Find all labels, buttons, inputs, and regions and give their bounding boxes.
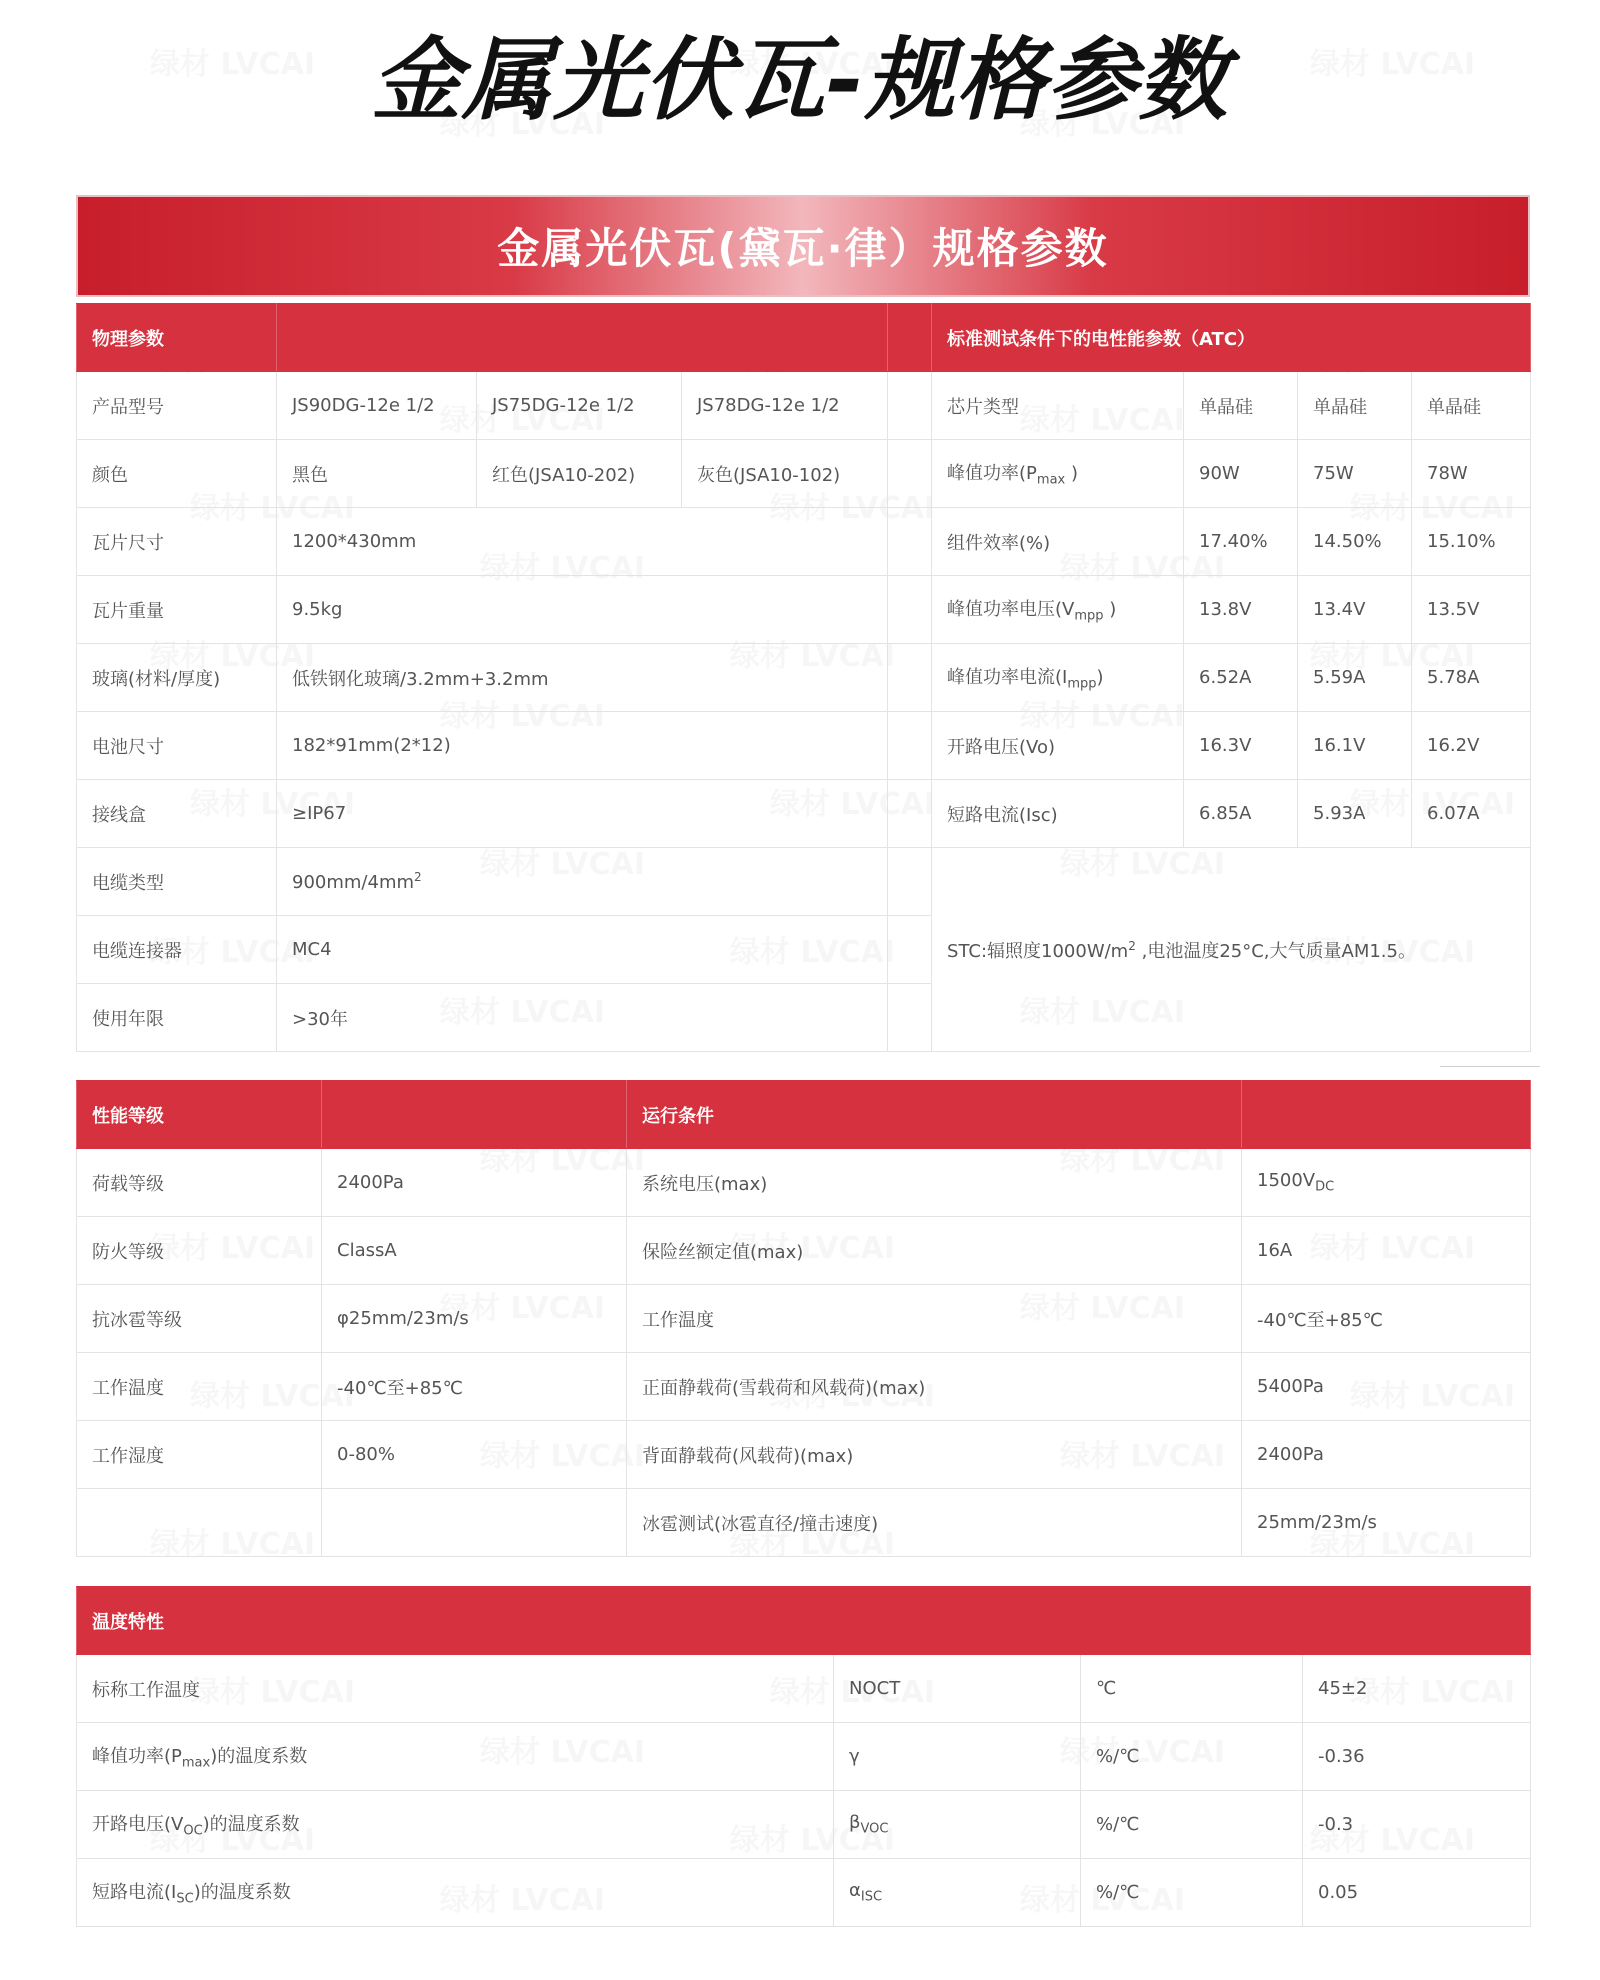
table-row <box>77 1723 1531 1791</box>
table-row <box>77 1791 1531 1859</box>
row-value: JS78DG-12e 1/2 <box>682 372 888 440</box>
table-row <box>77 1489 1531 1557</box>
row-value: -40℃至+85℃ <box>322 1353 627 1421</box>
table-row <box>77 712 1531 780</box>
cell-text: 16A <box>1257 1240 1293 1261</box>
temperature-table <box>76 1586 1531 1927</box>
cell-text: -40℃至+85℃ <box>1257 1309 1383 1331</box>
electrical-value: 78W <box>1412 440 1531 508</box>
header-spacer <box>322 1081 627 1149</box>
cell-text: α <box>849 1880 861 1902</box>
table-row <box>77 1655 1531 1723</box>
cell-text: 芯片类型 <box>947 396 1020 418</box>
row-label <box>77 1489 322 1557</box>
row-label: 工作温度 <box>77 1353 322 1421</box>
subscript: max <box>1036 472 1066 488</box>
column-gap <box>888 916 932 984</box>
cell-text: 182*91mm(2*12) <box>292 735 451 756</box>
cell-text: 开路电压(Vo) <box>947 736 1055 758</box>
row-value: 红色(JSA10-202) <box>477 440 682 508</box>
physical-electrical-table <box>76 303 1531 1052</box>
stc-note <box>932 848 1531 1052</box>
operation-value <box>1242 1489 1531 1557</box>
row-value <box>277 644 888 712</box>
column-gap <box>888 576 932 644</box>
electrical-label <box>932 576 1184 644</box>
table-header-row <box>77 304 1531 372</box>
operation-value <box>1242 1285 1531 1353</box>
performance-operation-table <box>76 1080 1531 1557</box>
row-value: 灰色(JSA10-102) <box>682 440 888 508</box>
table-row <box>77 1149 1531 1217</box>
page-title: 金属光伏瓦-规格参数 <box>371 28 1229 133</box>
cell-text: 短路电流(I <box>92 1882 177 1904</box>
column-gap <box>888 848 932 916</box>
electrical-value: 16.2V <box>1412 712 1531 780</box>
row-value <box>322 1489 627 1557</box>
cell-text-tail: ) <box>1096 667 1104 689</box>
temperature-header: 温度特性 <box>77 1587 1531 1655</box>
row-value <box>277 508 888 576</box>
cell-text: 5400Pa <box>1257 1376 1324 1397</box>
electrical-label <box>932 372 1184 440</box>
column-gap <box>888 644 932 712</box>
electrical-label <box>932 440 1184 508</box>
operation-label: 保险丝额定值(max) <box>627 1217 1242 1285</box>
table-row <box>77 848 1531 916</box>
subscript: max <box>181 1755 211 1771</box>
cell-text: 峰值功率(P <box>92 1746 182 1768</box>
cell-text: 组件效率(%) <box>947 532 1051 554</box>
electrical-value: 17.40% <box>1184 508 1298 576</box>
row-label <box>77 1723 834 1791</box>
row-value: 2400Pa <box>322 1149 627 1217</box>
value-cell: 0.05 <box>1303 1859 1531 1927</box>
row-value: JS90DG-12e 1/2 <box>277 372 477 440</box>
row-value <box>277 848 888 916</box>
subscript: OC <box>183 1823 203 1839</box>
spec-banner: 金属光伏瓦(黛瓦·律）规格参数 <box>76 195 1530 297</box>
electrical-value: 5.78A <box>1412 644 1531 712</box>
operation-label: 工作温度 <box>627 1285 1242 1353</box>
cell-text: ≥IP67 <box>292 803 347 824</box>
row-label: 抗冰雹等级 <box>77 1285 322 1353</box>
table-row <box>77 1421 1531 1489</box>
row-label: 玻璃(材料/厚度) <box>77 644 277 712</box>
row-label: 接线盒 <box>77 780 277 848</box>
row-label: 颜色 <box>77 440 277 508</box>
cell-text-tail: )的温度系数 <box>202 1814 300 1836</box>
column-gap <box>888 712 932 780</box>
superscript: 2 <box>1128 938 1136 953</box>
cell-text: 开路电压(V <box>92 1814 184 1836</box>
header-gap <box>888 304 932 372</box>
electrical-value: 5.59A <box>1298 644 1412 712</box>
subscript: ISC <box>860 1889 883 1905</box>
subscript: VOC <box>860 1821 889 1837</box>
row-label: 瓦片重量 <box>77 576 277 644</box>
row-label <box>77 1859 834 1927</box>
row-label: 电缆连接器 <box>77 916 277 984</box>
row-value: φ25mm/23m/s <box>322 1285 627 1353</box>
electrical-value: 5.93A <box>1298 780 1412 848</box>
row-value <box>277 916 888 984</box>
physical-header: 物理参数 <box>77 304 277 372</box>
column-gap <box>888 984 932 1052</box>
cell-text-tail: ) <box>1065 463 1078 485</box>
superscript: 2 <box>414 870 422 884</box>
cell-text: 短路电流(Isc) <box>947 804 1058 826</box>
header-spacer <box>277 304 888 372</box>
operation-value <box>1242 1353 1531 1421</box>
cell-text: 峰值功率电压(V <box>947 599 1075 621</box>
operation-value <box>1242 1149 1531 1217</box>
subscript: DC <box>1315 1179 1335 1195</box>
electrical-value: 单晶硅 <box>1412 372 1531 440</box>
value-cell: 45±2 <box>1303 1655 1531 1723</box>
operation-header: 运行条件 <box>627 1081 1242 1149</box>
unit-cell: ℃ <box>1081 1655 1303 1723</box>
cell-text: 1500V <box>1257 1170 1316 1192</box>
operation-label: 系统电压(max) <box>627 1149 1242 1217</box>
symbol-cell <box>834 1791 1081 1859</box>
cell-text-tail: ,电池温度25°C,大气质量AM1.5。 <box>1135 940 1416 962</box>
column-gap <box>888 372 932 440</box>
row-label: 工作湿度 <box>77 1421 322 1489</box>
electrical-value: 75W <box>1298 440 1412 508</box>
subscript: SC <box>176 1891 194 1907</box>
table-row <box>77 644 1531 712</box>
row-label: 电池尺寸 <box>77 712 277 780</box>
row-value: ClassA <box>322 1217 627 1285</box>
subscript: mpp <box>1074 608 1104 624</box>
column-gap <box>888 440 932 508</box>
table-row <box>77 780 1531 848</box>
electrical-value: 13.5V <box>1412 576 1531 644</box>
row-value <box>277 576 888 644</box>
cell-text: β <box>849 1812 861 1834</box>
cell-text: 峰值功率电流(I <box>947 667 1068 689</box>
cell-text: 低铁钢化玻璃/3.2mm+3.2mm <box>292 668 549 690</box>
unit-cell: %/℃ <box>1081 1859 1303 1927</box>
row-value: 黑色 <box>277 440 477 508</box>
electrical-label <box>932 644 1184 712</box>
subscript: mpp <box>1067 676 1097 692</box>
operation-value <box>1242 1217 1531 1285</box>
header-spacer <box>1242 1081 1531 1149</box>
table-row <box>77 372 1531 440</box>
electrical-header: 标准测试条件下的电性能参数（ATC） <box>932 304 1531 372</box>
operation-label: 正面静载荷(雪载荷和风载荷)(max) <box>627 1353 1242 1421</box>
cell-text: 2400Pa <box>1257 1444 1324 1465</box>
electrical-value: 16.1V <box>1298 712 1412 780</box>
row-label <box>77 1791 834 1859</box>
cell-text: 900mm/4mm <box>292 872 415 893</box>
table-row <box>77 508 1531 576</box>
electrical-value: 单晶硅 <box>1184 372 1298 440</box>
row-value: JS75DG-12e 1/2 <box>477 372 682 440</box>
value-cell: -0.3 <box>1303 1791 1531 1859</box>
cell-text: 1200*430mm <box>292 531 417 552</box>
electrical-value: 6.52A <box>1184 644 1298 712</box>
row-label: 电缆类型 <box>77 848 277 916</box>
cell-text: MC4 <box>292 939 332 960</box>
electrical-value: 6.07A <box>1412 780 1531 848</box>
cell-text: 标称工作温度 <box>92 1679 200 1701</box>
value-cell: -0.36 <box>1303 1723 1531 1791</box>
cell-text: 25mm/23m/s <box>1257 1512 1377 1533</box>
cell-text: >30年 <box>292 1008 348 1030</box>
table-row <box>77 1217 1531 1285</box>
divider <box>1440 1066 1540 1067</box>
table-header-row <box>77 1587 1531 1655</box>
cell-text-tail: )的温度系数 <box>210 1746 308 1768</box>
cell-text-tail: )的温度系数 <box>193 1882 291 1904</box>
electrical-value: 16.3V <box>1184 712 1298 780</box>
unit-cell: %/℃ <box>1081 1723 1303 1791</box>
electrical-value: 14.50% <box>1298 508 1412 576</box>
performance-header: 性能等级 <box>77 1081 322 1149</box>
row-label: 荷载等级 <box>77 1149 322 1217</box>
cell-text: 峰值功率(P <box>947 463 1037 485</box>
operation-value <box>1242 1421 1531 1489</box>
row-value <box>277 984 888 1052</box>
column-gap <box>888 508 932 576</box>
cell-text: STC:辐照度1000W/m <box>947 940 1129 962</box>
row-label: 瓦片尺寸 <box>77 508 277 576</box>
cell-text: 9.5kg <box>292 599 343 620</box>
symbol-cell <box>834 1723 1081 1791</box>
electrical-value: 单晶硅 <box>1298 372 1412 440</box>
electrical-label <box>932 780 1184 848</box>
table-row <box>77 1353 1531 1421</box>
cell-text: γ <box>849 1746 860 1767</box>
electrical-value: 15.10% <box>1412 508 1531 576</box>
table-row <box>77 1285 1531 1353</box>
operation-label: 背面静载荷(风载荷)(max) <box>627 1421 1242 1489</box>
symbol-cell <box>834 1655 1081 1723</box>
row-label: 产品型号 <box>77 372 277 440</box>
symbol-cell <box>834 1859 1081 1927</box>
electrical-value: 6.85A <box>1184 780 1298 848</box>
table-row <box>77 440 1531 508</box>
row-value <box>277 712 888 780</box>
electrical-value: 90W <box>1184 440 1298 508</box>
table-row <box>77 576 1531 644</box>
electrical-label <box>932 508 1184 576</box>
electrical-value: 13.8V <box>1184 576 1298 644</box>
row-value <box>277 780 888 848</box>
operation-label: 冰雹测试(冰雹直径/撞击速度) <box>627 1489 1242 1557</box>
cell-text-tail: ) <box>1103 599 1117 621</box>
row-label: 防火等级 <box>77 1217 322 1285</box>
table-row <box>77 1859 1531 1927</box>
row-label <box>77 1655 834 1723</box>
electrical-label <box>932 712 1184 780</box>
unit-cell: %/℃ <box>1081 1791 1303 1859</box>
row-label: 使用年限 <box>77 984 277 1052</box>
electrical-value: 13.4V <box>1298 576 1412 644</box>
cell-text: NOCT <box>849 1678 901 1699</box>
row-value: 0-80% <box>322 1421 627 1489</box>
column-gap <box>888 780 932 848</box>
table-header-row <box>77 1081 1531 1149</box>
